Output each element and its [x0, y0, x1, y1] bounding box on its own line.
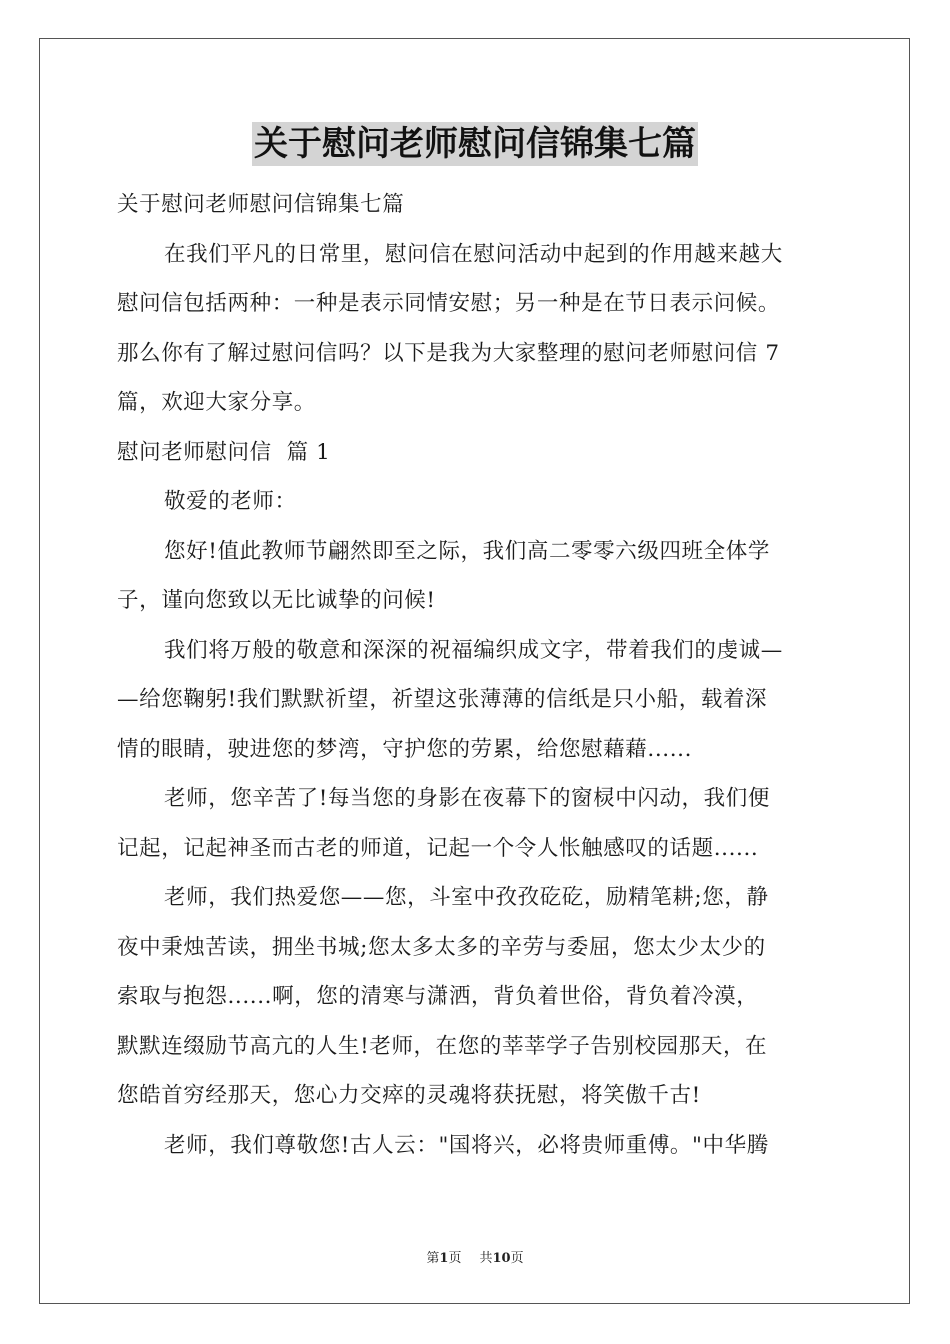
paragraph-line: 老师，我们尊敬您!古人云："国将兴，必将贵师重傅。"中华腾 — [164, 1132, 769, 1158]
paragraph-line: 慰问信包括两种：一种是表示同情安慰；另一种是在节日表示问候。 — [117, 291, 781, 316]
paragraph-line: 篇，欢迎大家分享。 — [117, 390, 316, 415]
page-label-prefix: 第 — [426, 1251, 440, 1266]
paragraph-line: 老师，我们热爱您——您，斗室中孜孜矻矻，励精笔耕;您，静 — [164, 885, 769, 910]
paragraph-line: —给您鞠躬!我们默默祈望，祈望这张薄薄的信纸是只小船，载着深 — [117, 687, 768, 712]
paragraph-line: 老师，您辛苦了!每当您的身影在夜幕下的窗棂中闪动，我们便 — [164, 786, 770, 811]
total-label-prefix: 共 — [479, 1251, 493, 1266]
paragraph-line: 夜中秉烛苦读，拥坐书城;您太多太多的辛劳与委屈，您太少太少的 — [117, 934, 766, 960]
salutation-line: 敬爱的老师： — [164, 489, 297, 514]
paragraph-line: 您好!值此教师节翩然即至之际，我们高二零零六级四班全体学 — [164, 538, 770, 564]
page-label-mid: 页 — [448, 1251, 462, 1266]
paragraph-line: 记起，记起神圣而古老的师道，记起一个令人怅触感叹的话题...... — [117, 835, 759, 861]
total-label-suffix: 页 — [510, 1251, 524, 1266]
total-page-number: 10 — [492, 1251, 511, 1266]
paragraph-line: 默默连缀励节高亢的人生!老师，在您的莘莘学子告别校园那天，在 — [117, 1033, 768, 1059]
page-title: 关于慰问老师慰问信锦集七篇 — [254, 124, 696, 164]
subtitle-line: 关于慰问老师慰问信锦集七篇 — [117, 192, 405, 217]
paragraph-line: 那么你有了解过慰问信吗？以下是我为大家整理的慰问老师慰问信 7 — [117, 340, 780, 366]
paragraph-line: 索取与抱怨......啊，您的清寒与潇洒，背负着世俗，背负着冷漠， — [117, 984, 759, 1009]
page-footer — [0, 1247, 950, 1266]
paragraph-line: 我们将万般的敬意和深深的祝福编织成文字，带着我们的虔诚— — [164, 637, 783, 663]
paragraph-line: 情的眼睛，驶进您的梦湾，守护您的劳累，给您慰藉藉...... — [117, 736, 693, 762]
paragraph-line: 子，谨向您致以无比诚挚的问候! — [117, 588, 436, 613]
title-container — [0, 122, 950, 166]
current-page-number: 1 — [439, 1251, 449, 1266]
paragraph-line: 在我们平凡的日常里，慰问信在慰问活动中起到的作用越来越大 — [164, 241, 783, 267]
document-body — [117, 180, 835, 1170]
section-heading: 慰问老师慰问信 篇 1 — [117, 439, 331, 465]
paragraph-line: 您皓首穷经那天，您心力交瘁的灵魂将获抚慰，将笑傲千古! — [117, 1083, 701, 1108]
